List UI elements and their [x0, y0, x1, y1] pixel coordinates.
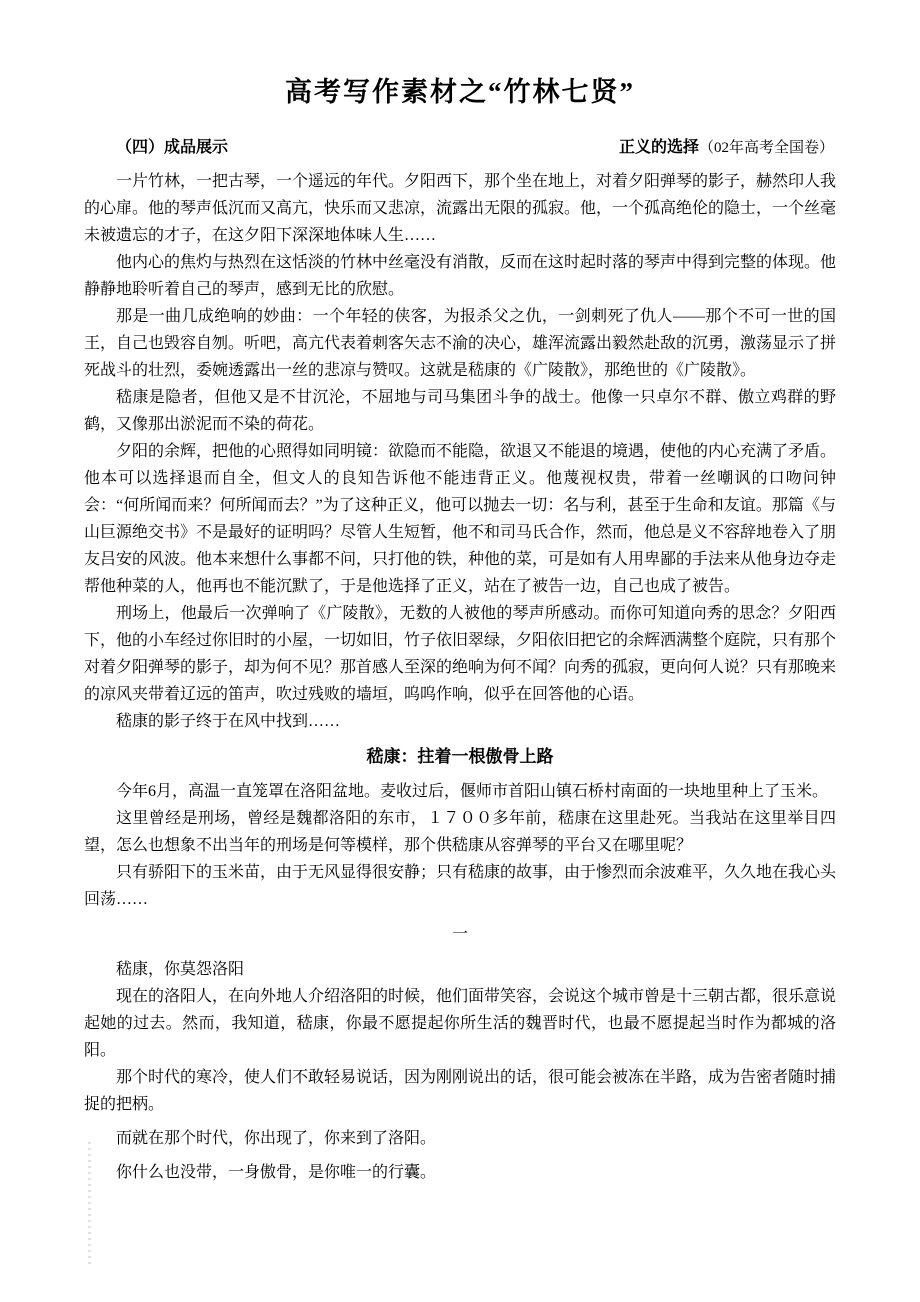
paragraph: 这里曾经是刑场，曾经是魏都洛阳的东市，１７００多年前，嵇康在这里赴死。当我站在这里举目四望，怎么也想象不出当年的刑场是何等模样，那个供嵇康从容弹琴的平台又在哪里呢？: [84, 810, 836, 854]
essay-header: [84, 134, 836, 162]
page-title: 高考写作素材之“竹林七贤”: [285, 77, 635, 107]
paragraph: 嵇康的影子终于在风中找到……: [116, 713, 341, 730]
paragraph: 嵇康是隐者，但他又是不甘沉沦，不屈地与司马集团斗争的战士。他像一只卓尔不群、傲立鸡群的野鹤，又像那出淤泥而不染的荷花。: [84, 389, 836, 433]
paragraph: 夕阳的余辉，把他的心照得如同明镜：欲隐而不能隐，欲退又不能退的境遇，使他的内心充满了矛盾。他本可以选择退而自全，但文人的良知告诉他不能违背正义。他蔑视权贵，带着一丝嘲讽的口吻问钟会：“何所闻而来？何所闻而去？”为了这种正义，他可以抛去一切：名与利，甚至于生命和友谊。那篇《与山巨源绝交书》不是最好的证明吗？尽管人生短暂，他不和司马氏合作，然而，他总是义不容辞地卷入了朋友吕安的风波。他本来想什么事都不问，只打他的铁，种他的菜，可是如有人用卑鄙的手法来从他身边夺走帮他种菜的人，他再也不能沉默了，于是他选择了正义，站在了被告一边，自己也成了被告。: [84, 443, 837, 595]
paragraph: 那是一曲几成绝响的妙曲：一个年轻的侠客，为报杀父之仇，一剑刺死了仇人——那个不可一世的国王，自己也毁容自刎。听吧，高亢代表着刺客矢志不渝的决心，雄浑流露出毅然赴敌的沉勇，激荡显示了拼死战斗的壮烈，委婉透露出一丝的悲凉与赞叹。这就是嵇康的《广陵散》，那绝世的《广陵散》。: [84, 308, 837, 379]
paragraph: 而就在那个时代，你出现了，你来到了洛阳。: [116, 1130, 437, 1147]
essay-title-wrap: [619, 134, 836, 162]
section-marker: 一: [451, 926, 468, 943]
paragraph: 只有骄阳下的玉米苗，由于无风显得很安静；只有嵇康的故事，由于惨烈而余波难平，久久地在我心头回荡……: [84, 864, 837, 908]
essay-title-note: （02年高考全国卷）: [698, 140, 834, 156]
paragraph: 一片竹林，一把古琴，一个遥远的年代。夕阳西下，那个坐在地上，对着夕阳弹琴的影子，赫然印人我的心扉。他的琴声低沉而又高亢，快乐而又悲凉，流露出无限的孤寂。他，一个孤高绝伦的隐士，一个丝毫未被遗忘的才子，在这夕阳下深深地体味人生……: [84, 173, 837, 244]
paragraph: 现在的洛阳人，在向外地人介绍洛阳的时候，他们面带笑容，会说这个城市曾是十三朝古都，很乐意说起她的过去。然而，我知道，嵇康，你最不愿提起你所生活的魏晋时代，也最不愿提起当时作为都城的洛阳。: [84, 988, 837, 1059]
essay2-heading: 嵇康：拄着一根傲骨上路: [366, 747, 554, 766]
section-label: （四）成品展示: [116, 139, 229, 156]
paragraph: 今年6月，高温一直笼罩在洛阳盆地。麦收过后，偃师市首阳山镇石桥村南面的一块地里种上了玉米。: [116, 783, 829, 800]
essay-title: 正义的选择: [618, 139, 699, 156]
paragraph: 嵇康，你莫怨洛阳: [116, 961, 245, 978]
paragraph: 刑场上，他最后一次弹响了《广陵散》，无数的人被他的琴声所感动。而你可知道向秀的思念？夕阳西下，他的小车经过你旧时的小屋，一切如旧，竹子依旧翠绿，夕阳依旧把它的余辉洒满整个庭院，只有那个对着夕阳弹琴的影子，却为何不见？那首感人至深的绝响为何不闻？向秀的孤寂，更向何人说？只有那晚来的凉风夹带着辽远的笛声，吹过残败的墙垣，呜呜作响，似乎在回答他的心语。: [84, 605, 837, 703]
margin-watermark: [88, 1142, 91, 1266]
paragraph: 他内心的焦灼与热烈在这恬淡的竹林中丝毫没有消散，反而在这时起时落的琴声中得到完整的体现。他静静地聆听着自己的琴声，感到无比的欣慰。: [84, 254, 837, 298]
paragraph: 那个时代的寒冷，使人们不敢轻易说话，因为刚刚说出的话，很可能会被冻在半路，成为告密者随时捕捉的把柄。: [84, 1069, 837, 1113]
paragraph: 你什么也没带，一身傲骨，是你唯一的行囊。: [116, 1164, 437, 1181]
